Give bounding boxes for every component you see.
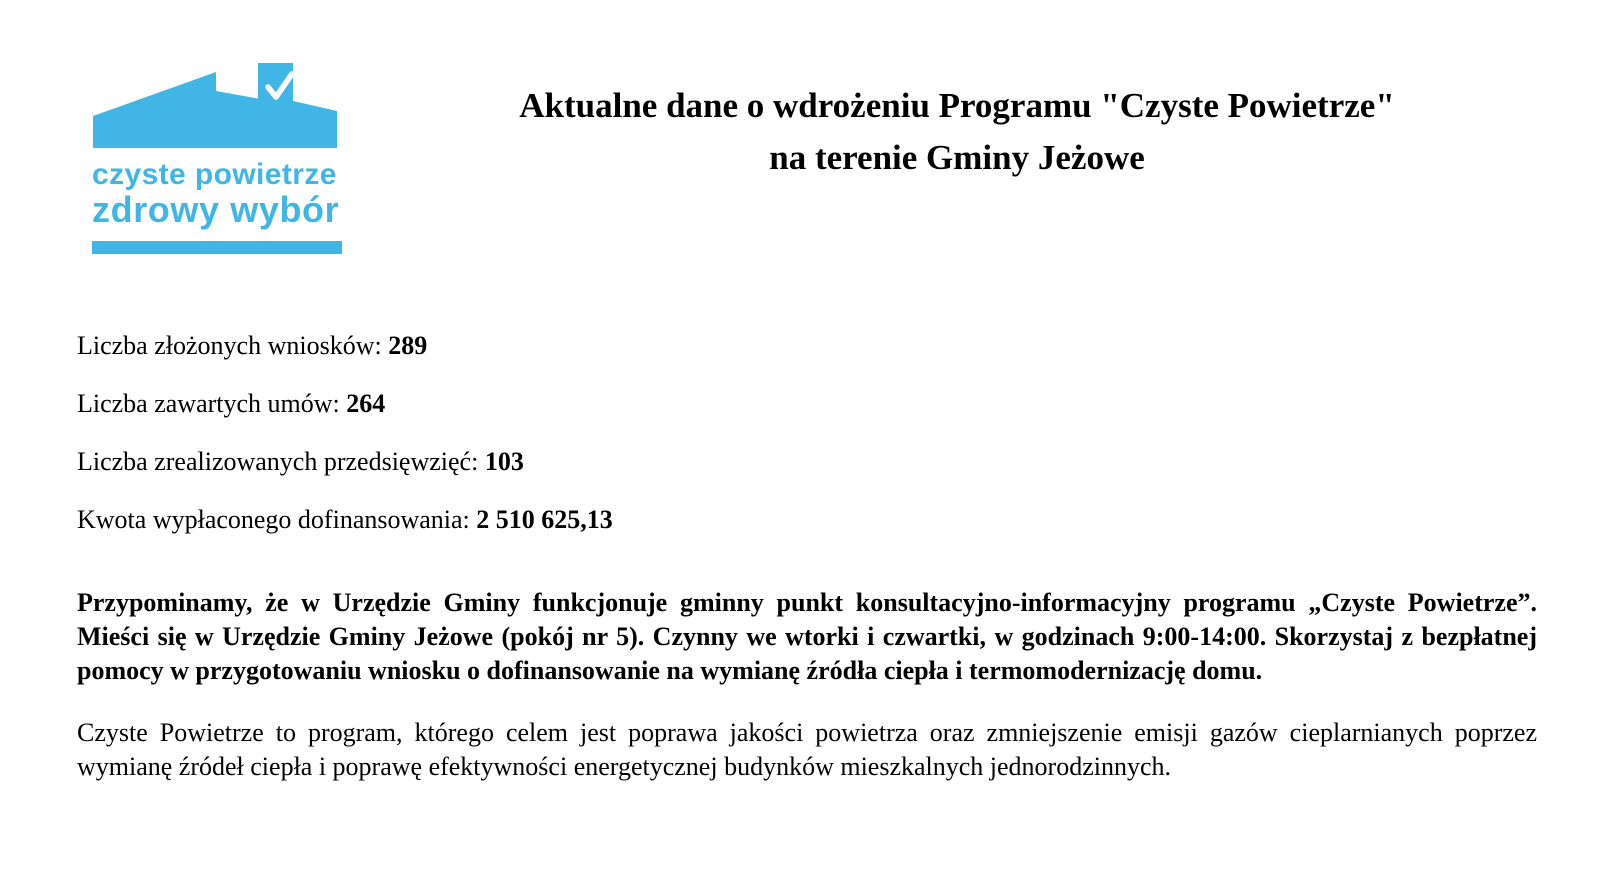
stat-row-agreements xyxy=(77,389,613,419)
house-with-checkmark-icon xyxy=(92,60,342,155)
logo-text-line2: zdrowy wybór xyxy=(92,189,340,230)
stat-row-paid-funding xyxy=(77,505,613,535)
stat-value: 264 xyxy=(346,389,386,418)
page-title-line2: na terenie Gminy Jeżowe xyxy=(769,138,1145,177)
program-description-paragraph: Czyste Powietrze to program, którego celem jest poprawa jakości powietrza oraz zmniejszenie emisji gazów cieplarnianych poprzez wymianę źródeł ciepła i poprawę efektywności energetycznej budynków mieszkalnych jednorodzinnych. xyxy=(77,718,1537,781)
stat-label: Kwota wypłaconego dofinansowania: xyxy=(77,505,477,534)
program-stats xyxy=(77,331,613,563)
logo-text-line1: czyste powietrze xyxy=(92,158,337,191)
stat-value: 289 xyxy=(388,331,428,360)
stat-value: 2 510 625,13 xyxy=(476,505,613,534)
stat-label: Liczba złożonych wniosków: xyxy=(77,331,389,360)
stat-label: Liczba zawartych umów: xyxy=(77,389,347,418)
page-title xyxy=(397,80,1517,184)
logo-underline-bar xyxy=(92,241,342,254)
czyste-powietrze-logo xyxy=(92,60,342,254)
page-title-line1: Aktualne dane o wdrożeniu Programu "Czyste Powietrze" xyxy=(519,86,1395,125)
stat-value: 103 xyxy=(484,447,524,476)
stat-label: Liczba zrealizowanych przedsięwzięć: xyxy=(77,447,485,476)
stat-row-completed xyxy=(77,447,613,477)
stat-row-applications xyxy=(77,331,613,361)
consultation-notice-paragraph: Przypominamy, że w Urzędzie Gminy funkcjonuje gminny punkt konsultacyjno-informacyjny programu „Czyste Powietrze”. Mieści się w Urzędzie Gminy Jeżowe (pokój nr 5). Czynny we wtorki i czwartki, w godzinach 9:00-14:00. Skorzystaj z bezpłatnej pomocy w przygotowaniu wniosku o dofinansowanie na wymianę źródła ciepła i termomodernizację domu. xyxy=(77,588,1537,685)
